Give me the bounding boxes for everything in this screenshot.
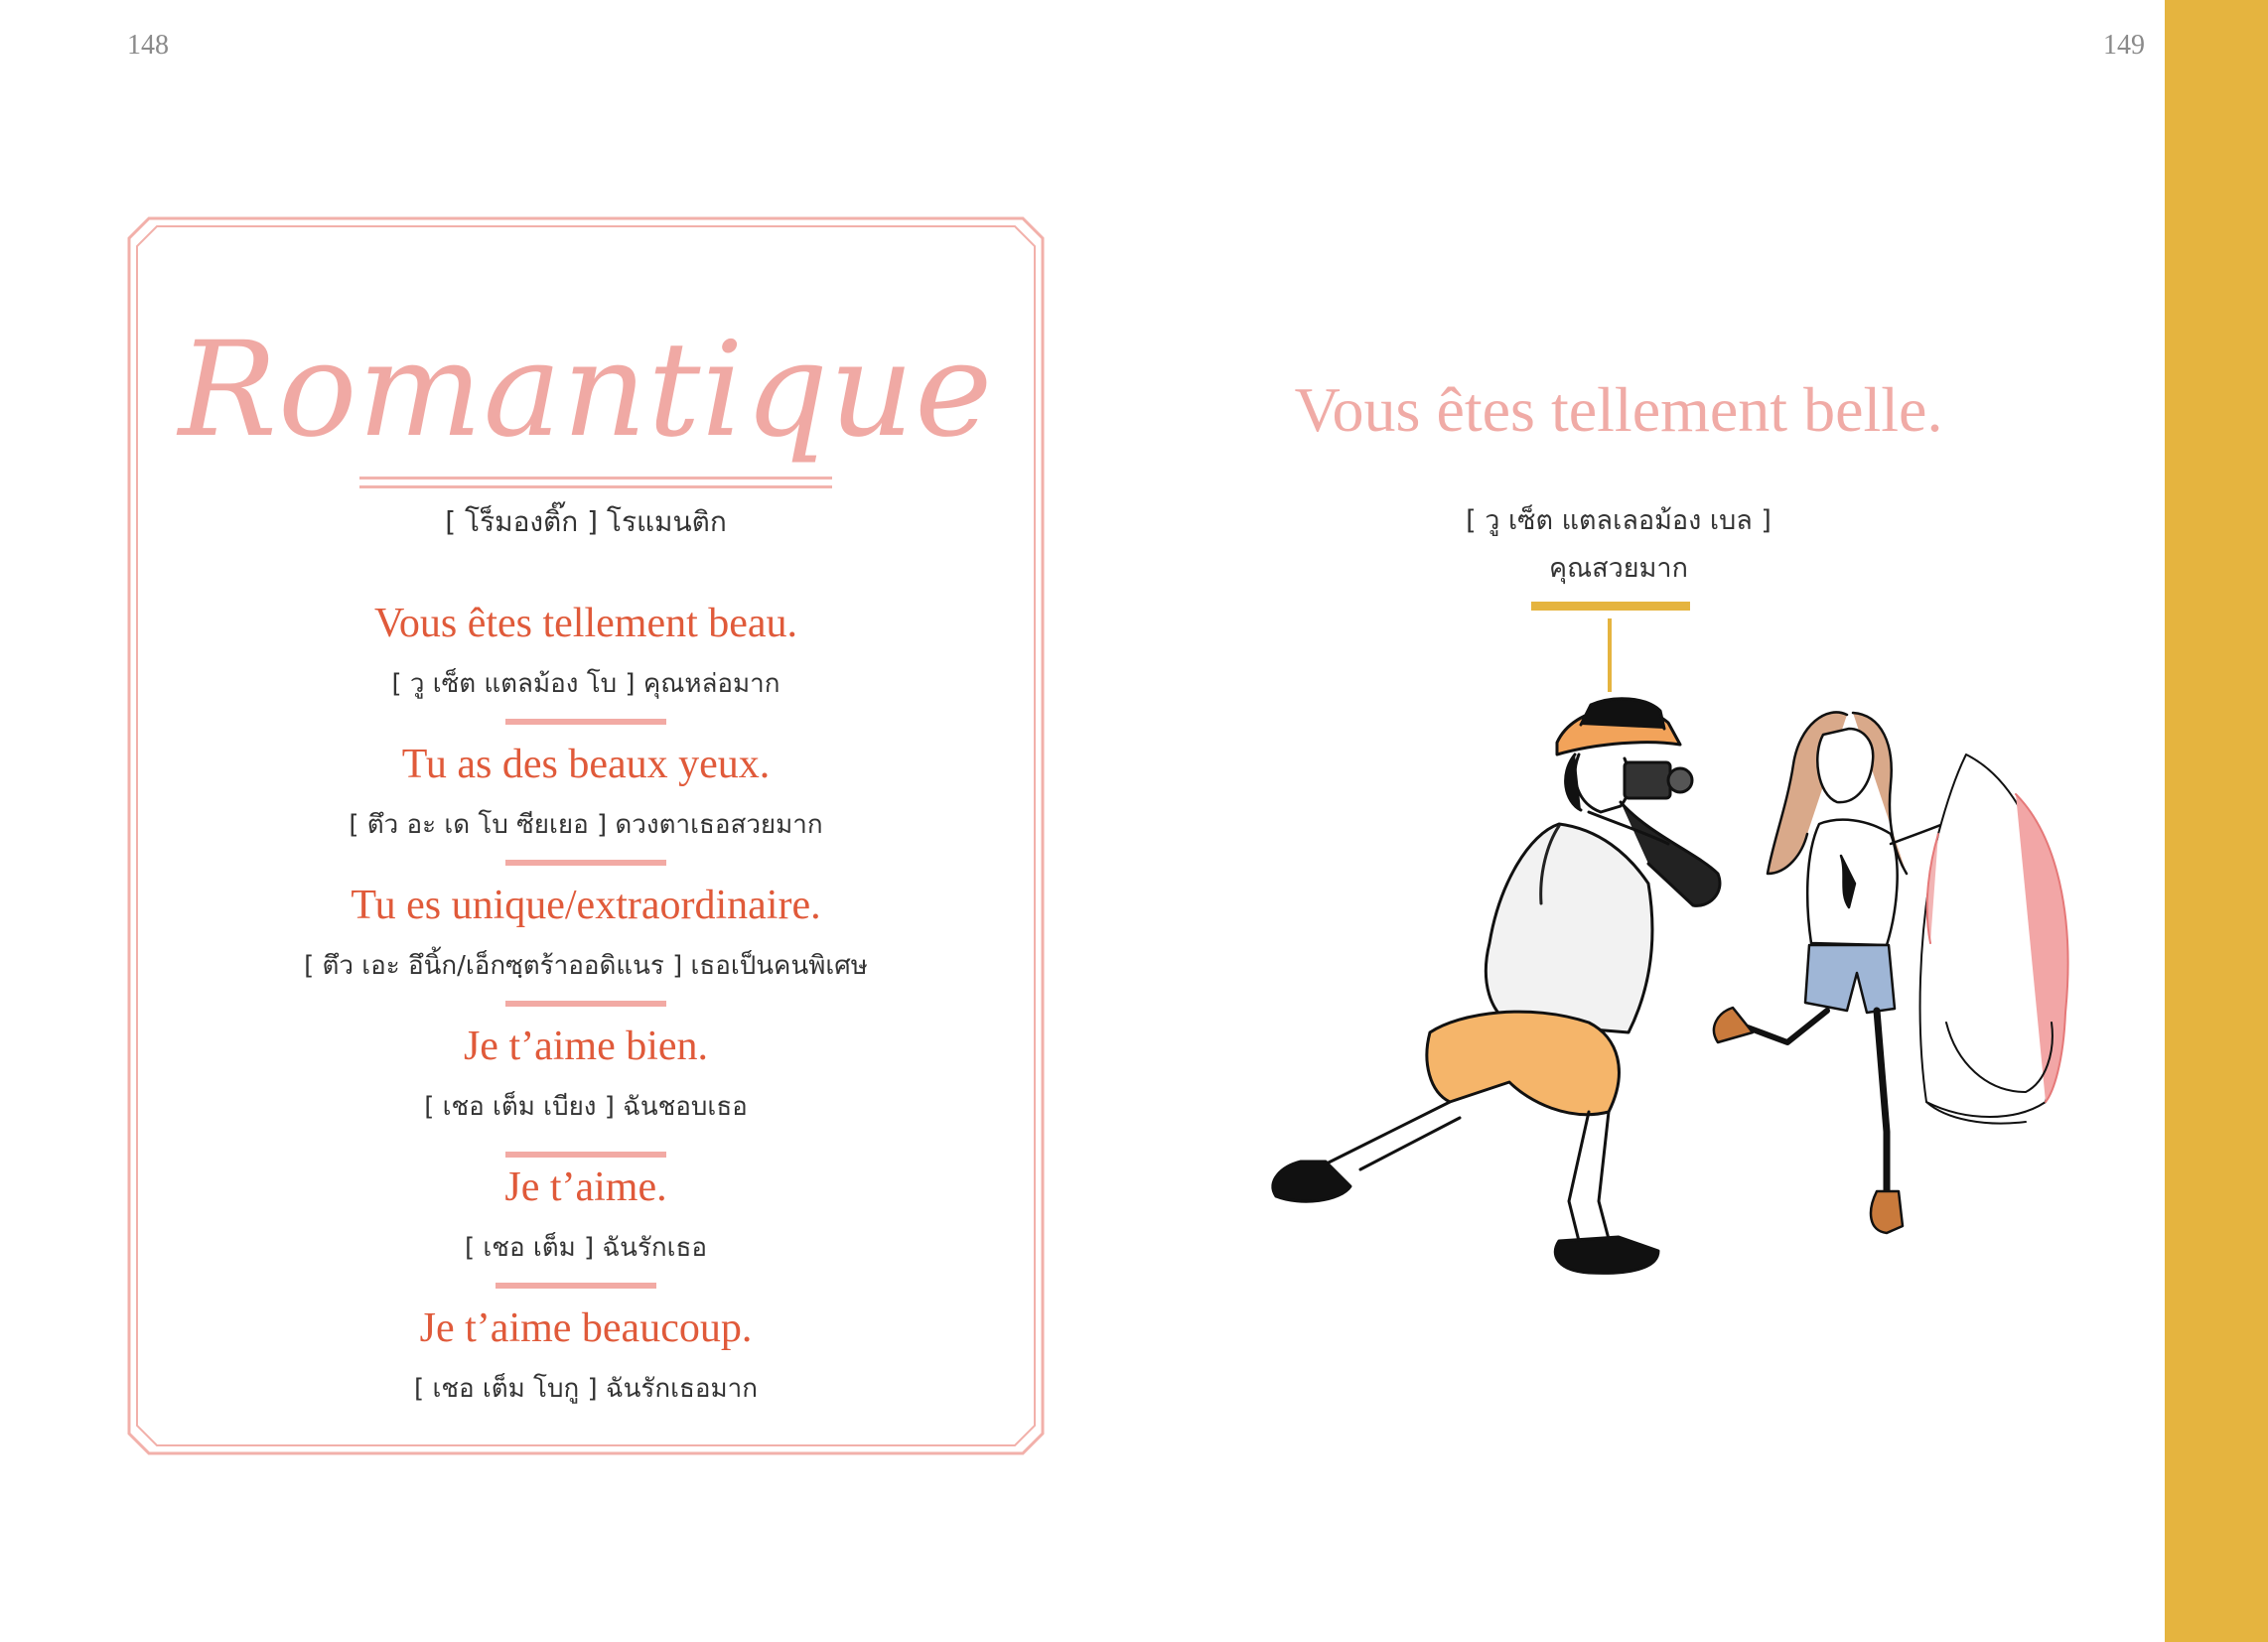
title-pronunciation: [ โร็มองติ๊ก ] โรแมนติก [445,505,727,538]
separator [505,719,666,725]
gold-edge-strip [2165,0,2268,1642]
phrase-2: Tu as des beaux yeux. [401,742,771,787]
callout-bar [1531,602,1690,611]
phrase-6-pron: [ เชอ เต็ม โบกู ] ฉันรักเธอมาก [414,1374,758,1404]
page-number-right: 149 [2103,30,2145,61]
phrase-2-pron: [ ตึว อะ เด โบ ซียเยอ ] ดวงตาเธอสวยมาก [349,810,823,840]
phrase-4-pron: [ เชอ เต็ม เบียง ] ฉันชอบเธอ [424,1092,748,1122]
photographer-illustration [1231,685,2105,1340]
page-number-left: 148 [127,30,169,61]
photographer-figure [1273,699,1720,1274]
box-title: Romantique [178,314,994,467]
phrase-6: Je t’aime beaucoup. [419,1305,753,1351]
phrase-5: Je t’aime. [504,1164,667,1210]
separator [496,1283,656,1289]
phrase-5-pron: [ เชอ เต็ม ] ฉันรักเธอ [465,1233,707,1263]
separator [505,1152,666,1158]
phrase-4: Je t’aime bien. [463,1024,709,1069]
separator [505,860,666,866]
feature-pronunciation: [ วู เซ็ต แตลเลอม้อง เบล ] [1466,505,1772,536]
separator [505,1001,666,1007]
dress-figure [1920,754,2068,1124]
phrase-3: Tu es unique/extraordinaire. [351,883,821,928]
phrase-1: Vous êtes tellement beau. [373,601,798,646]
feature-phrase: Vous êtes tellement belle. [1294,374,1943,445]
phrase-1-pron: [ วู เซ็ต แตลม้อง โบ ] คุณหล่อมาก [391,669,780,699]
feature-translation: คุณสวยมาก [1549,553,1688,584]
callout-stem [1608,618,1612,692]
phrase-frame [127,216,1045,1455]
phrase-3-pron: [ ตึว เอะ อึนิ้ก/เอ็กซฺตร้าออดิแนร ] เธอเป็นคนพิเศษ [304,951,868,981]
title-underline [359,477,832,490]
